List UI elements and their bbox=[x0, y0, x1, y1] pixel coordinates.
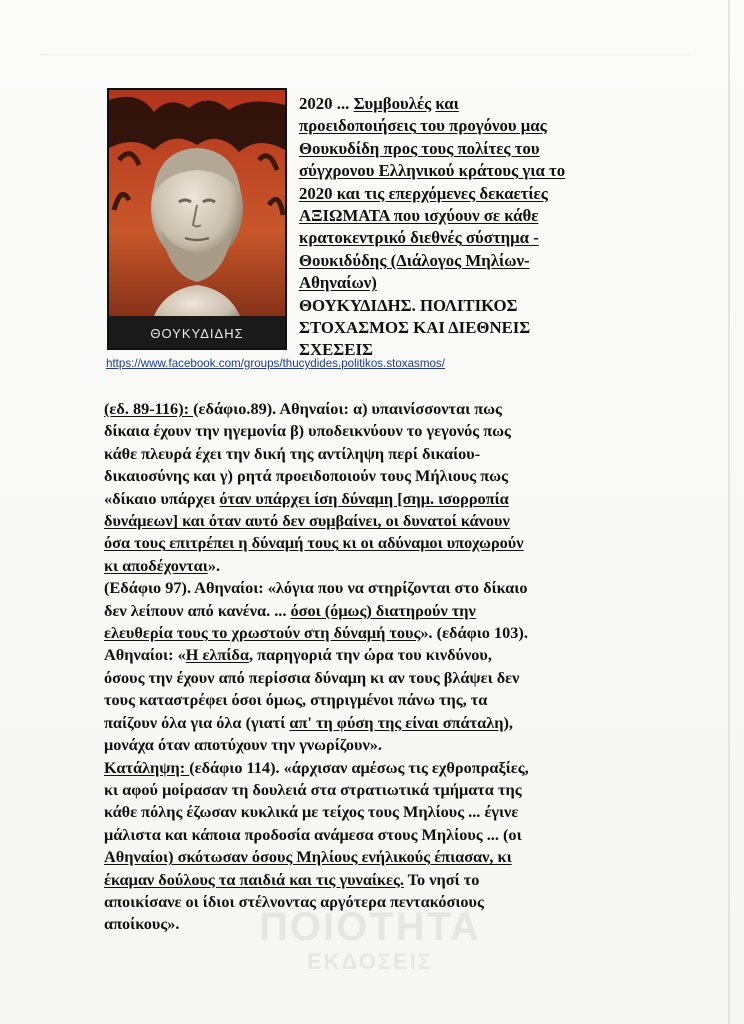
body-line-4: δικαιοσύνης και γ) ρητά προειδοποιούν τους Μήλιους πως bbox=[104, 466, 508, 486]
document-body bbox=[104, 398, 612, 936]
body-line-24: αποίκους». bbox=[104, 914, 180, 934]
watermark-line-2: ΕΚΔΟΣΕΙΣ bbox=[306, 949, 434, 974]
watermark-line-1: ΠΟΙΟΤΗΤΑ bbox=[259, 905, 481, 949]
faint-header-trace bbox=[40, 42, 690, 55]
body-line-5: «δίκαιο υπάρχει όταν υπάρχει ίση δύναμη [σημ. ισορροπία bbox=[104, 488, 509, 508]
thucydides-portrait bbox=[107, 88, 287, 350]
title-year: 2020 bbox=[299, 94, 333, 113]
body-line-21: Αθηναίοι) σκότωσαν όσους Μηλίους ενήλικούς έπιασαν, κι bbox=[104, 847, 512, 867]
title-ellipsis: ... bbox=[336, 94, 350, 113]
title-line-8: Θουκιδύδης (Διάλογος Μηλίων- bbox=[299, 250, 530, 270]
body-line-19: κάθε πόλης έζωσαν κυκλικά με τείχος τους Μηλίους ... έγινε bbox=[104, 802, 519, 822]
body-line-9: (Εδάφιο 97). Αθηναίοι: «λόγια που να στηρίζονται στο δίκαιο bbox=[104, 578, 528, 598]
title-line-12: ΣΧΕΣΕΙΣ bbox=[299, 340, 373, 360]
body-line-10: δεν λείπουν από κανένα. ... όσοι (όμως) διατηρούν την bbox=[104, 600, 476, 620]
body-line-8: κι αποδέχονται». bbox=[104, 555, 221, 575]
body-line-3: κάθε πλευρά έχει την δική της αντίληψη περί δικαίου- bbox=[104, 443, 481, 463]
body-line-12: Αθηναίοι: «Η ελπίδα, παρηγοριά την ώρα του κινδύνου, bbox=[104, 645, 492, 665]
document-title bbox=[299, 93, 613, 362]
body-line-15: παίζουν όλα για όλα (γιατί απ' τη φύση της είναι σπάταλη), bbox=[104, 712, 513, 732]
body-line-20: μάλιστα και κάποια προδοσία ανάμεσα στους Μηλίους ... (οι bbox=[104, 824, 522, 844]
portrait-illustration bbox=[109, 90, 285, 348]
title-line-2: προειδοποιήσεις του προγόνου μας bbox=[299, 116, 547, 136]
body-line-18: κι αφού μοίρασαν τη δουλειά στα στρατιωτικά τμήματα της bbox=[104, 779, 522, 799]
body-line-17: Κατάληψη: (εδάφιο 114). «άρχισαν αμέσως τις εχθροπραξίες, bbox=[104, 757, 529, 777]
title-and-word: και bbox=[435, 94, 459, 113]
body-line-22: έκαμαν δούλους τα παιδιά και τις γυναίκες. Το νησί το bbox=[104, 869, 480, 889]
title-line-5: 2020 και τις επερχόμενες δεκαετίες bbox=[299, 183, 548, 203]
body-line-16: μονάχα όταν αποτύχουν την γνωρίζουν». bbox=[104, 735, 382, 755]
title-advice-word: Συμβουλές bbox=[353, 94, 432, 113]
body-line-2: δίκαια έχουν την ηγεμονία β) υποδεικνύουν το γεγονός πως bbox=[104, 421, 511, 441]
title-line-7: κρατοκεντρικό διεθνές σύστημα - bbox=[299, 228, 539, 248]
title-line-4: σύγχρονου Ελληνικού κράτους για το bbox=[299, 161, 566, 181]
body-line-1: (εδ. 89-116): (εδάφιο.89). Αθηναίοι: α) υπαινίσσονται πως bbox=[104, 399, 502, 418]
title-line-6: ΑΞΙΩΜΑΤΑ που ισχύουν σε κάθε bbox=[299, 206, 539, 226]
body-line-6: δυνάμεων] και όταν αυτό δεν συμβαίνει, οι δυνατοί κάνουν bbox=[104, 511, 510, 531]
title-line-1 bbox=[299, 93, 613, 115]
body-line-13: όσους την έχουν από περίσσια δύναμη κι αν τους βλάψει δεν bbox=[104, 667, 520, 687]
title-line-9: Αθηναίων) bbox=[299, 273, 377, 293]
body-line-23: αποικίσανε οι ίδιοι στέλνοντας αργότερα πεντακόσιους bbox=[104, 891, 484, 911]
publisher-watermark bbox=[240, 905, 500, 975]
title-line-3: Θουκυδίδη προς τους πολίτες του bbox=[299, 138, 540, 158]
body-line-7: όσα τους επιτρέπει η δύναμή τους κι οι αδύναμοι υποχωρούν bbox=[104, 533, 524, 553]
body-line-11: ελευθερία τους το χρωστούν στη δύναμή τους». (εδάφιο 103). bbox=[104, 623, 528, 643]
portrait-caption: ΘΟΥΚΥΔΙΔΗΣ bbox=[150, 326, 244, 341]
facebook-group-link[interactable]: https://www.facebook.com/groups/thucydides.politikos.stoxasmos/ bbox=[106, 357, 445, 370]
title-line-10: ΘΟΥΚΥΔΙΔΗΣ. ΠΟΛΙΤΙΚΟΣ bbox=[299, 295, 518, 315]
title-line-11: ΣΤΟΧΑΣΜΟΣ ΚΑΙ ΔΙΕΘΝΕΙΣ bbox=[299, 318, 531, 338]
scan-edge bbox=[728, 0, 730, 1024]
body-line-14: τους καταστρέφει όσοι όμως, στηριγμένοι πάνω της, τα bbox=[104, 690, 488, 710]
